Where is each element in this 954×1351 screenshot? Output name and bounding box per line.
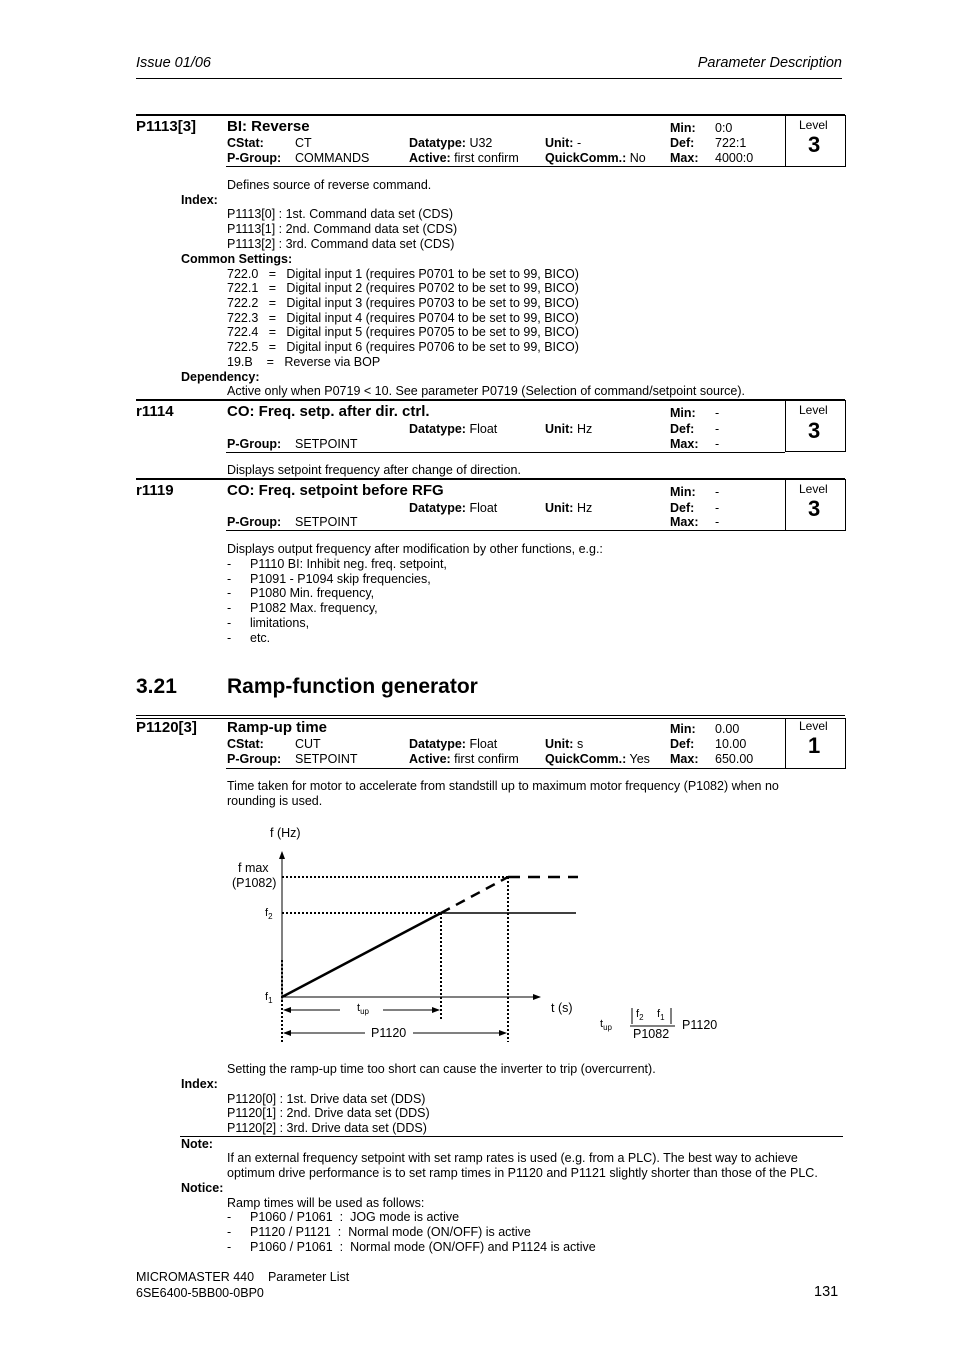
unit-field: Unit: Hz [545, 422, 593, 436]
list-item: P1110 BI: Inhibit neg. freq. setpoint, [250, 557, 447, 571]
formula-tup: $t_{up}$ [600, 1018, 612, 1033]
trip-warning: Setting the ramp-up time too short can cause the inverter to trip (overcurrent). [227, 1062, 656, 1076]
pgroup-label: P-Group: [227, 515, 282, 529]
list-dash: - [227, 557, 232, 571]
min-label: Min: [670, 485, 696, 499]
common-setting-line: 722.2 = Digital input 3 (requires P0703 to be set to 99, BICO) [227, 296, 579, 310]
index-line: P1113[2] : 3rd. Command data set (CDS) [227, 237, 455, 251]
param-title: CO: Freq. setpoint before RFG [227, 482, 444, 499]
quickcomm-field: QuickComm.: No [545, 151, 646, 165]
fmax-label: f max [238, 861, 269, 875]
min-value: 0:0 [715, 121, 733, 135]
list-item: P1091 - P1094 skip frequencies, [250, 572, 431, 586]
min-value: 0.00 [715, 722, 740, 736]
formula-denominator: P1082 [633, 1027, 670, 1041]
list-dash: - [227, 572, 232, 586]
formula-f2: $f_2$ [636, 1008, 644, 1023]
pgroup-value: SETPOINT [295, 437, 358, 451]
pgroup-value: SETPOINT [295, 752, 358, 766]
index-line: P1120[1] : 2nd. Drive data set (DDS) [227, 1106, 430, 1120]
def-value: - [715, 422, 720, 436]
list-dash: - [227, 601, 232, 615]
list-item: etc. [250, 631, 271, 645]
dependency-label: Dependency: [181, 370, 260, 384]
fmax-param-label: (P1082) [232, 876, 277, 890]
list-dash: - [227, 1225, 232, 1239]
list-item: P1120 / P1121 : Normal mode (ON/OFF) is active [250, 1225, 531, 1239]
r1119-description: Displays output frequency after modification by other functions, e.g.: [227, 542, 603, 556]
def-label: Def: [670, 501, 695, 515]
param-bottom-rule [226, 768, 845, 769]
footer-order-number: 6SE6400-5BB00-0BP0 [136, 1286, 264, 1300]
dependency-text: Active only when P0719 < 10. See parameter P0719 (Selection of command/setpoint source). [227, 384, 746, 398]
def-label: Def: [670, 422, 695, 436]
datatype-field: Datatype: U32 [409, 136, 493, 150]
level-label: Level [799, 719, 828, 733]
param-top-rule [136, 478, 845, 480]
index-line: P1120[0] : 1st. Drive data set (DDS) [227, 1092, 426, 1106]
index-label: Index: [181, 193, 218, 207]
datatype-field: Datatype: Float [409, 422, 498, 436]
header-issue: Issue 01/06 [136, 55, 211, 71]
param-id: P1120[3] [136, 719, 197, 736]
note-label: Note: [181, 1137, 213, 1151]
common-setting-line: 722.5 = Digital input 6 (requires P0706 to be set to 99, BICO) [227, 340, 579, 354]
min-value: - [715, 485, 720, 499]
param-title: CO: Freq. setp. after dir. ctrl. [227, 403, 430, 420]
param-id: r1114 [136, 403, 174, 420]
pgroup-value: COMMANDS [295, 151, 370, 165]
def-label: Def: [670, 136, 695, 150]
note-text: If an external frequency setpoint with set ramp rates is used (e.g. from a PLC). The best way to achieve [227, 1151, 798, 1165]
unit-field: Unit: s [545, 737, 584, 751]
list-dash: - [227, 631, 232, 645]
pgroup-label: P-Group: [227, 437, 282, 451]
r1114-description: Displays setpoint frequency after change of direction. [227, 463, 521, 477]
list-dash: - [227, 1240, 232, 1254]
active-field: Active: first confirm [409, 752, 519, 766]
x-axis-label: t (s) [551, 1001, 573, 1015]
level-box-edge [845, 479, 846, 531]
min-label: Min: [670, 406, 696, 420]
level-box-bottom [785, 451, 845, 452]
list-item: P1060 / P1061 : Normal mode (ON/OFF) and P1124 is active [250, 1240, 596, 1254]
formula-f1: $f_1$ [657, 1008, 665, 1023]
p1120-dimension-label: P1120 [371, 1026, 407, 1040]
common-setting-line: 19.B = Reverse via BOP [227, 355, 381, 369]
ramp-line [282, 913, 441, 997]
level-value: 1 [808, 733, 821, 758]
tup-label: $t_{up}$ [357, 1002, 369, 1017]
min-value: - [715, 406, 720, 420]
def-value: 722:1 [715, 136, 747, 150]
level-box-divider [785, 479, 786, 531]
pgroup-label: P-Group: [227, 151, 282, 165]
formula-rhs: P1120 [682, 1018, 718, 1032]
max-value: 650.00 [715, 752, 754, 766]
max-value: - [715, 515, 720, 529]
f2-label: $f_2$ [265, 907, 273, 922]
unit-field: Unit: Hz [545, 501, 593, 515]
section-title: Ramp-function generator [227, 675, 478, 698]
datatype-field: Datatype: Float [409, 501, 498, 515]
ramp-extension [441, 877, 508, 913]
param-title: Ramp-up time [227, 719, 328, 736]
quickcomm-field: QuickComm.: Yes [545, 752, 650, 766]
level-value: 3 [808, 132, 821, 157]
level-label: Level [799, 403, 828, 417]
param-title: BI: Reverse [227, 118, 310, 135]
section-number: 3.21 [136, 675, 177, 698]
param-bottom-rule [226, 166, 845, 167]
level-value: 3 [808, 496, 821, 521]
level-box-divider [785, 400, 786, 452]
list-item: P1060 / P1061 : JOG mode is active [250, 1210, 460, 1224]
notice-intro: Ramp times will be used as follows: [227, 1196, 425, 1210]
index-line: P1113[1] : 2nd. Command data set (CDS) [227, 222, 458, 236]
pgroup-value: SETPOINT [295, 515, 358, 529]
max-value: 4000:0 [715, 151, 754, 165]
index-line: P1113[0] : 1st. Command data set (CDS) [227, 207, 454, 221]
common-setting-line: 722.4 = Digital input 5 (requires P0705 to be set to 99, BICO) [227, 325, 579, 339]
def-label: Def: [670, 737, 695, 751]
list-dash: - [227, 616, 232, 630]
cstat-label: CStat: [227, 737, 264, 751]
datatype-field: Datatype: Float [409, 737, 498, 751]
max-label: Max: [670, 752, 699, 766]
unit-field: Unit: - [545, 136, 582, 150]
max-label: Max: [670, 515, 699, 529]
index-line: P1120[2] : 3rd. Drive data set (DDS) [227, 1121, 427, 1135]
param-bottom-rule [226, 530, 845, 531]
p1113-description: Defines source of reverse command. [227, 178, 432, 192]
level-box-divider [785, 718, 786, 769]
active-field: Active: first confirm [409, 151, 519, 165]
page-number: 131 [814, 1284, 839, 1300]
level-box-edge [845, 115, 846, 167]
level-label: Level [799, 482, 828, 496]
def-value: 10.00 [715, 737, 747, 751]
param-top-rule [136, 114, 845, 116]
list-item: P1082 Max. frequency, [250, 601, 378, 615]
header-section: Parameter Description [697, 55, 842, 71]
list-item: limitations, [250, 616, 310, 630]
y-axis-label: f (Hz) [270, 826, 301, 840]
pgroup-label: P-Group: [227, 752, 282, 766]
common-setting-line: 722.3 = Digital input 4 (requires P0704 to be set to 99, BICO) [227, 311, 579, 325]
level-value: 3 [808, 418, 821, 443]
max-label: Max: [670, 151, 699, 165]
min-label: Min: [670, 121, 696, 135]
param-top-rule [136, 399, 845, 401]
p1120-description-cont: rounding is used. [227, 794, 323, 808]
level-box-edge [845, 718, 846, 769]
min-label: Min: [670, 722, 696, 736]
level-label: Level [799, 118, 828, 132]
param-id: r1119 [136, 482, 174, 499]
cstat-label: CStat: [227, 136, 264, 150]
cstat-value: CUT [295, 737, 321, 751]
common-setting-line: 722.0 = Digital input 1 (requires P0701 to be set to 99, BICO) [227, 267, 579, 281]
list-dash: - [227, 586, 232, 600]
header-rule [136, 78, 842, 79]
level-box-edge [845, 400, 846, 452]
max-value: - [715, 437, 720, 451]
f1-label: $f_1$ [265, 991, 273, 1006]
cstat-value: CT [295, 136, 312, 150]
param-id: P1113[3] [136, 118, 197, 135]
list-item: P1080 Min. frequency, [250, 586, 375, 600]
notice-label: Notice: [181, 1181, 224, 1195]
footer-product: MICROMASTER 440 Parameter List [136, 1270, 350, 1284]
list-dash: - [227, 1210, 232, 1224]
note-text-cont: optimum drive performance is to set ramp times in P1120 and P1121 slightly shorter than those of the PLC. [227, 1166, 818, 1180]
common-settings-label: Common Settings: [181, 252, 293, 266]
level-box-divider [785, 115, 786, 167]
max-label: Max: [670, 437, 699, 451]
param-bottom-rule [226, 452, 785, 453]
param-top-rule [136, 715, 845, 716]
index-label: Index: [181, 1077, 218, 1091]
p1120-description: Time taken for motor to accelerate from standstill up to maximum motor frequency (P1082) when no [227, 779, 779, 793]
def-value: - [715, 501, 720, 515]
common-setting-line: 722.1 = Digital input 2 (requires P0702 to be set to 99, BICO) [227, 281, 579, 295]
note-rule [180, 1136, 843, 1137]
